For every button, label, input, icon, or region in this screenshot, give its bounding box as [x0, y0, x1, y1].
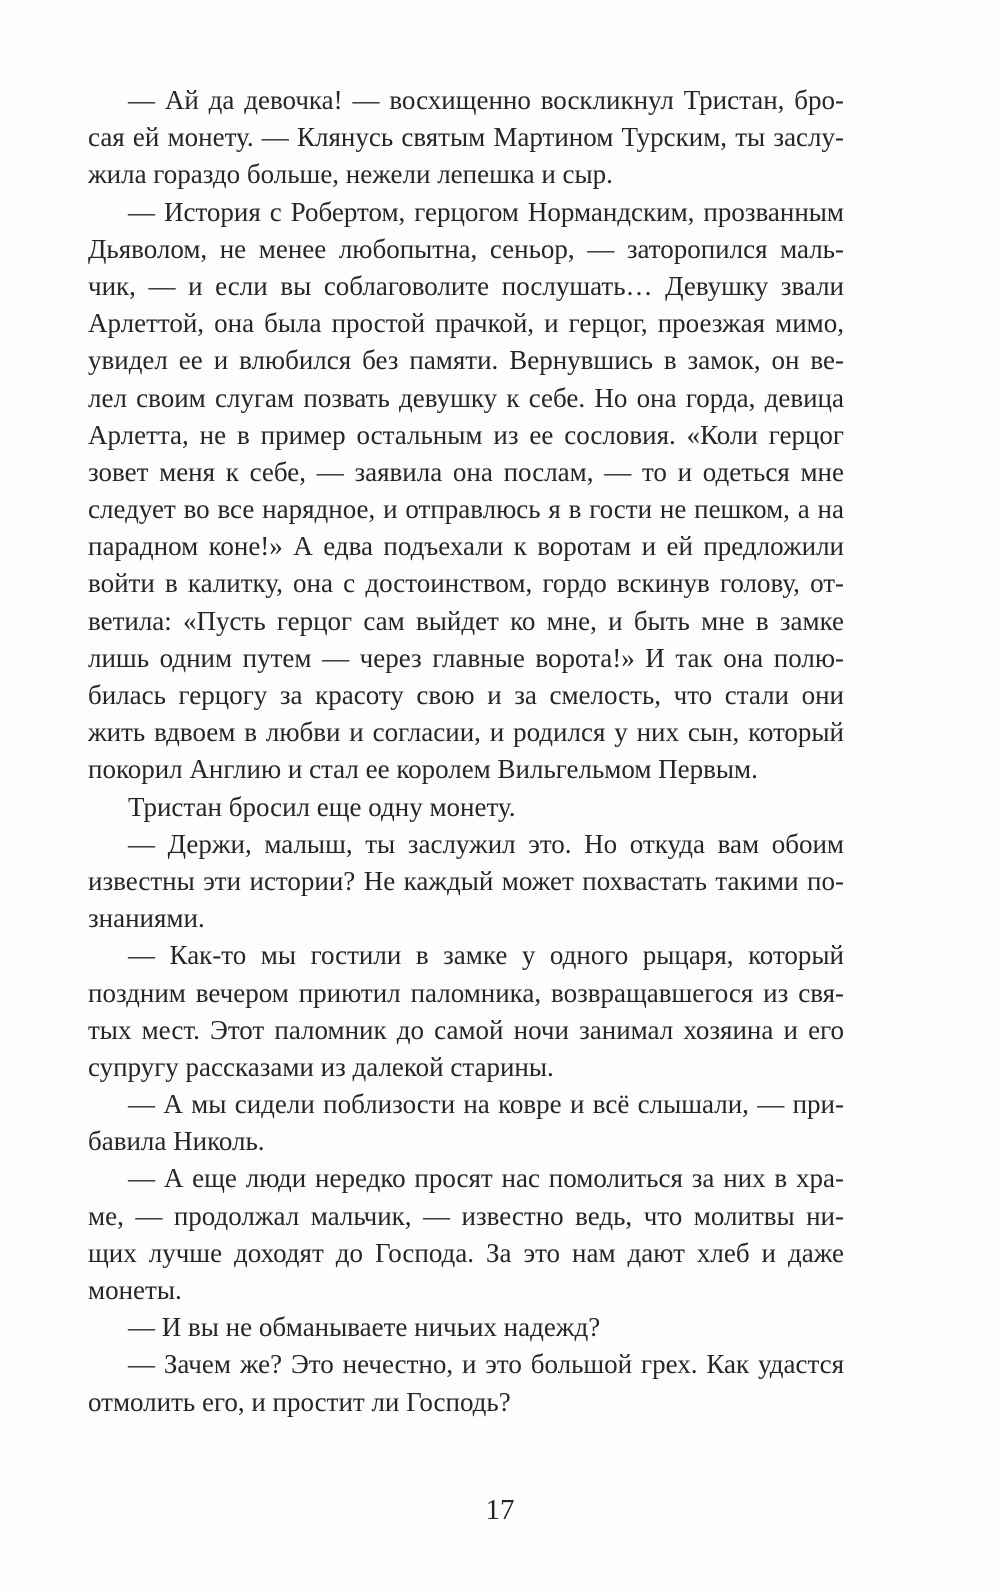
- paragraph: [88, 1160, 844, 1309]
- text-line: зовет меня к себе, — заявила она послам, — то и одеться мне: [88, 456, 844, 487]
- text-line: — Ай да девочка! — восхищенно воскликнул Тристан, бро-: [128, 85, 844, 115]
- paragraph: [88, 826, 844, 938]
- text-line: следует во все нарядное, и отправлюсь я в гости не пешком, а на: [88, 494, 844, 525]
- paragraph: [88, 1346, 844, 1420]
- text-line: ме, — продолжал мальчик, — известно ведь, что молитвы ни-: [88, 1200, 844, 1231]
- body-text: [88, 82, 844, 1421]
- text-line: Арлеттой, она была простой прачкой, и герцог, проезжая мимо,: [88, 308, 844, 339]
- text-line: лишь одним путем — через главные ворота!» И так она полю-: [88, 642, 844, 673]
- text-line: — Зачем же? Это нечестно, и это большой грех. Как удастся: [128, 1349, 844, 1380]
- text-line: покорил Англию и стал ее королем Вильгельмом Первым.: [88, 754, 758, 785]
- paragraph: [88, 937, 844, 1086]
- text-line: ветила: «Пусть герцог сам выйдет ко мне, и быть мне в замке: [88, 605, 844, 636]
- text-line: — И вы не обманываете ничьих надежд?: [128, 1312, 601, 1343]
- text-line: супругу рассказами из далекой старины.: [88, 1051, 554, 1082]
- text-line: жила гораздо больше, нежели лепешка и сыр.: [88, 159, 613, 190]
- text-line: поздним вечером приютил паломника, возвращавшегося из свя-: [88, 977, 844, 1008]
- text-line: чик, — и если вы соблаговолите послушать… Девушку звали: [88, 270, 844, 301]
- text-line: монеты.: [88, 1275, 182, 1305]
- text-line: — Держи, малыш, ты заслужил это. Но откуда вам обоим: [128, 828, 844, 859]
- text-line: жить вдвоем в любви и согласии, и родился у них сын, который: [88, 717, 844, 748]
- text-line: — А мы сидели поблизости на ковре и всё слышали, — при-: [128, 1089, 844, 1120]
- paragraph: [88, 194, 844, 789]
- paragraph: [128, 1309, 844, 1346]
- text-line: Арлетта, не в пример остальным из ее сословия. «Коли герцог: [88, 419, 844, 450]
- text-line: — История с Робертом, герцогом Нормандским, прозванным: [128, 196, 844, 227]
- text-line: отмолить его, и простит ли Господь?: [88, 1386, 511, 1417]
- text-line: бавила Николь.: [88, 1126, 265, 1157]
- page-number: 17: [485, 1494, 515, 1526]
- text-line: — Как-то мы гостили в замке у одного рыцаря, который: [128, 940, 844, 971]
- text-line: Тристан бросил еще одну монету.: [128, 791, 516, 822]
- paragraph: [88, 82, 844, 194]
- text-line: сая ей монету. — Клянусь святым Мартином Турским, ты заслу-: [88, 122, 844, 153]
- text-line: билась герцогу за красоту свою и за смелость, что стали они: [88, 680, 844, 710]
- text-line: тых мест. Этот паломник до самой ночи занимал хозяина и его: [88, 1014, 844, 1045]
- text-line: известны эти истории? Не каждый может похвастать такими по-: [88, 865, 844, 896]
- paragraph: [128, 789, 844, 826]
- text-line: лел своим слугам позвать девушку к себе. Но она горда, девица: [88, 382, 844, 413]
- text-line: увидел ее и влюбился без памяти. Вернувшись в замок, он ве-: [88, 345, 844, 376]
- paragraph: [88, 1086, 844, 1160]
- text-line: войти в калитку, она с достоинством, гордо вскинув голову, от-: [88, 568, 844, 599]
- text-line: щих лучше доходят до Господа. За это нам дают хлеб и даже: [88, 1237, 844, 1268]
- text-line: Дьяволом, не менее любопытна, сеньор, — заторопился маль-: [88, 233, 844, 264]
- text-line: знаниями.: [88, 903, 205, 934]
- text-line: — А еще люди нередко просят нас помолиться за них в хра-: [128, 1163, 844, 1194]
- text-line: парадном коне!» А едва подъехали к воротам и ей предложили: [88, 531, 844, 562]
